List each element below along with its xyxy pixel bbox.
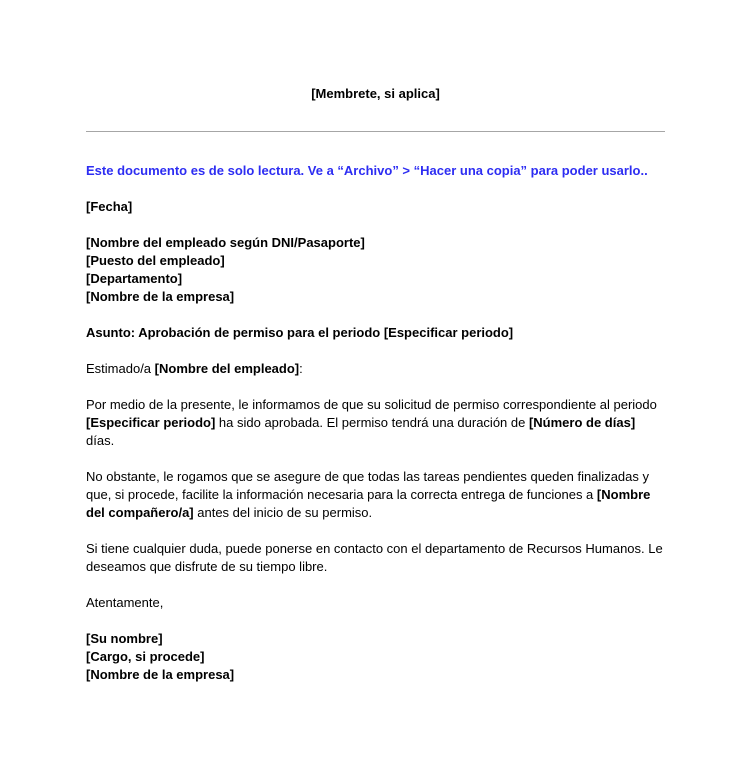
signature-block bbox=[86, 630, 665, 684]
read-only-notice: Este documento es de solo lectura. Ve a “Archivo” > “Hacer una copia” para poder usarlo.. bbox=[86, 163, 648, 178]
recipient-line-company: [Nombre de la empresa] bbox=[86, 289, 235, 304]
salutation-prefix: Estimado/a bbox=[86, 361, 155, 376]
recipient-line-name: [Nombre del empleado según DNI/Pasaporte] bbox=[86, 235, 365, 250]
period-placeholder: [Especificar periodo] bbox=[86, 415, 216, 430]
colleague-placeholder: [Nombre del compañero/a] bbox=[86, 487, 651, 520]
paragraph-handover-text: antes del inicio de su permiso. bbox=[193, 505, 373, 520]
signature-line-name: [Su nombre] bbox=[86, 631, 163, 646]
paragraph-handover-text: No obstante, le rogamos que se asegure de que todas las tareas pendientes queden finalizadas y que, si procede, facilite la información necesaria para la correcta entrega de funciones a bbox=[86, 469, 649, 502]
date-placeholder: [Fecha] bbox=[86, 199, 133, 214]
paragraph-approval bbox=[86, 396, 665, 450]
paragraph-contact: Si tiene cualquier duda, puede ponerse en contacto con el departamento de Recursos Humanos. Le deseamos que disfrute de su tiempo libre. bbox=[86, 541, 663, 574]
days-placeholder: [Número de días] bbox=[528, 415, 636, 430]
signature-line-company: [Nombre de la empresa] bbox=[86, 667, 235, 682]
recipient-block bbox=[86, 234, 665, 306]
header-divider bbox=[86, 131, 665, 132]
paragraph-approval-text: días. bbox=[86, 433, 115, 448]
salutation bbox=[86, 360, 665, 378]
letterhead-placeholder: [Membrete, si aplica] bbox=[311, 86, 440, 101]
paragraph-approval-text: ha sido aprobada. El permiso tendrá una duración de bbox=[215, 415, 529, 430]
salutation-suffix: : bbox=[299, 361, 303, 376]
closing: Atentamente, bbox=[86, 595, 164, 610]
subject-line: Asunto: Aprobación de permiso para el periodo [Especificar periodo] bbox=[86, 325, 514, 340]
salutation-name-placeholder: [Nombre del empleado] bbox=[154, 361, 300, 376]
paragraph-handover bbox=[86, 468, 665, 522]
recipient-line-position: [Puesto del empleado] bbox=[86, 253, 225, 268]
paragraph-approval-text: Por medio de la presente, le informamos de que su solicitud de permiso correspondiente al periodo bbox=[86, 397, 657, 412]
recipient-line-department: [Departamento] bbox=[86, 271, 183, 286]
signature-line-title: [Cargo, si procede] bbox=[86, 649, 205, 664]
